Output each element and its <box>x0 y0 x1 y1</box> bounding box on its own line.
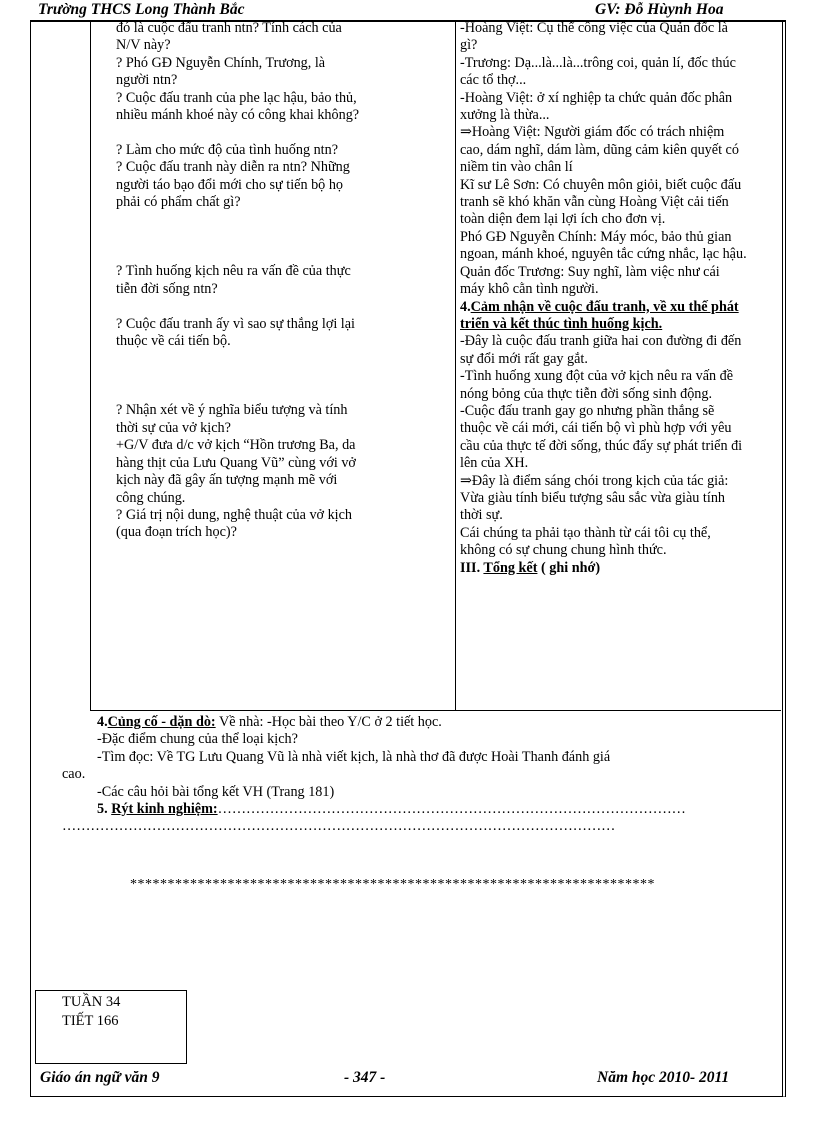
right-line: niềm tin vào chân lí <box>460 159 573 176</box>
left-line: ? Cuộc đấu tranh của phe lạc hậu, bảo thủ, <box>116 89 357 106</box>
school-name: Trường THCS Long Thành Bắc <box>38 1 245 18</box>
homework-section <box>62 714 762 836</box>
left-line: ? Làm cho mức độ của tình huống ntn? <box>116 141 339 158</box>
homework-line: cao. <box>62 766 86 783</box>
right-line: không có sự chung chung hình thức. <box>460 542 667 559</box>
left-line: N/V này? <box>116 37 171 54</box>
left-line: người ntn? <box>116 72 178 89</box>
page-number: - 347 - <box>344 1069 386 1086</box>
left-line: phải có phẩm chất gì? <box>116 194 241 211</box>
left-line: đó là cuộc đấu tranh ntn? Tính cách của <box>116 20 342 36</box>
right-line: -Hoàng Việt: Cụ thể công việc của Quản đốc là <box>460 20 728 36</box>
right-line: thời sự. <box>460 507 503 524</box>
page-footer <box>32 1066 782 1090</box>
right-line: -Đây là cuộc đấu tranh giữa hai con đường đi đến <box>460 333 742 350</box>
right-line: cao, dám nghĩ, dám làm, dũng cảm kiên quyết có <box>460 141 739 158</box>
right-line: toàn diện đem lại lợi ích cho đơn vị. <box>460 211 666 228</box>
left-line: tiễn đời sống ntn? <box>116 280 218 297</box>
right-line: ngoan, mánh khoé, nguyên tắc cứng nhắc, lạc hậu. <box>460 246 747 263</box>
left-line: hàng thịt của Lưu Quang Vũ” cùng với vở <box>116 454 356 471</box>
lesson-label: TIẾT 166 <box>62 1013 119 1029</box>
left-line: nhiều mánh khoé này có công khai không? <box>116 107 360 124</box>
left-line: ? Nhận xét về ý nghĩa biểu tượng và tính <box>116 402 348 419</box>
right-line: ⇒Đây là điểm sáng chói trong kịch của tác giả: <box>460 472 729 489</box>
section-3-heading: III. Tổng kết ( ghi nhớ) <box>460 559 601 576</box>
right-line: Quản đốc Trương: Suy nghĩ, làm việc như cái <box>460 263 720 280</box>
left-line: kịch này đã gây ấn tượng mạnh mẽ với <box>116 472 338 489</box>
right-line: lên của XH. <box>460 455 529 472</box>
right-line: xưởng là thừa... <box>460 107 550 124</box>
left-line: người táo bạo đổi mới cho sự tiến bộ họ <box>116 176 344 193</box>
star-divider: ********************************************************************** <box>130 877 655 892</box>
week-lesson-box <box>35 990 187 1064</box>
homework-line: -Đặc điểm chung của thể loại kịch? <box>97 731 298 748</box>
teacher-activities-column <box>116 20 428 542</box>
left-line: ? Cuộc đấu tranh này diễn ra ntn? Những <box>116 159 350 176</box>
right-line: cầu của thực tế đời sống, thúc đẩy sự phát triển đi <box>460 437 743 454</box>
teacher-name: GV: Đỗ Hùynh Hoa <box>595 1 724 18</box>
subject-label: Giáo án ngữ văn 9 <box>40 1069 160 1086</box>
section-4-heading: 4.Cảm nhận về cuộc đấu tranh, về xu thế phát <box>460 298 739 315</box>
right-line: -Tình huống xung đột của vở kịch nêu ra vấn đề <box>460 368 734 385</box>
experience-line: 5. Rýt kinh nghiệm:……………………………………………………………………………………… <box>97 801 686 818</box>
column-divider <box>455 20 456 710</box>
left-line: công chúng. <box>116 489 186 506</box>
left-line: ? Phó GĐ Nguyễn Chính, Trương, là <box>116 54 326 71</box>
left-line: ? Cuộc đấu tranh ấy vì sao sự thắng lợi lại <box>116 315 355 332</box>
content-column <box>460 20 810 577</box>
week-label: TUẦN 34 <box>62 994 121 1010</box>
left-line: thuộc về cái tiến bộ. <box>116 333 231 350</box>
right-line: Phó GĐ Nguyễn Chính: Máy móc, bảo thủ gian <box>460 228 732 245</box>
right-line: nóng bỏng của thực tiễn đời sống sinh động. <box>460 385 713 402</box>
right-line: thuộc về cái mới, cái tiến bộ vì phù hợp với yêu <box>460 420 732 437</box>
right-line: các tổ thợ... <box>460 72 527 89</box>
right-line: tranh sẽ khó khăn vẫn cùng Hoàng Việt cải tiến <box>460 194 729 211</box>
right-line: máy khô cằn tình người. <box>460 281 599 298</box>
left-line: thời sự của vở kịch? <box>116 419 231 436</box>
right-line: -Trương: Dạ...là...là...trông coi, quản lí, đốc thúc <box>460 54 736 71</box>
right-line: Cái chúng ta phải tạo thành từ cái tôi cụ thể, <box>460 524 711 541</box>
cungco-line: 4.Củng cố - dặn dò: Về nhà: -Học bài theo Y/C ở 2 tiết học. <box>97 714 442 730</box>
left-line: ? Tình huống kịch nêu ra vấn đề của thực <box>116 263 351 280</box>
right-line: Vừa giàu tính biểu tượng sâu sắc vừa giàu tính <box>460 489 726 506</box>
left-line: (qua đoạn trích học)? <box>116 524 237 541</box>
homework-line: -Các câu hỏi bài tổng kết VH (Trang 181) <box>97 783 335 800</box>
right-line: Kĩ sư Lê Sơn: Có chuyên môn giỏi, biết cuộc đấu <box>460 176 742 193</box>
dotted-line: ……………………………………………………………………………………………………… <box>62 818 616 835</box>
page-header <box>30 0 786 22</box>
right-line: -Hoàng Việt: ở xí nghiệp ta chức quản đốc phân <box>460 89 733 106</box>
right-line: ⇒Hoàng Việt: Người giám đốc có trách nhiệm <box>460 124 725 141</box>
right-line: gì? <box>460 37 478 54</box>
right-line: sự đổi mới rất gay gắt. <box>460 350 588 367</box>
school-year: Năm học 2010- 2011 <box>597 1069 730 1086</box>
homework-line: -Tìm đọc: Về TG Lưu Quang Vũ là nhà viết kịch, là nhà thơ đã được Hoài Thanh đánh giá <box>97 748 611 765</box>
left-line: +G/V đưa d/c vở kịch “Hồn trương Ba, da <box>116 437 356 454</box>
right-line: -Cuộc đấu tranh gay go nhưng phần thắng sẽ <box>460 402 715 419</box>
section-4-heading-cont: triển và kết thúc tình huống kịch. <box>460 315 663 332</box>
left-line: ? Giá trị nội dung, nghệ thuật của vở kịch <box>116 506 353 523</box>
